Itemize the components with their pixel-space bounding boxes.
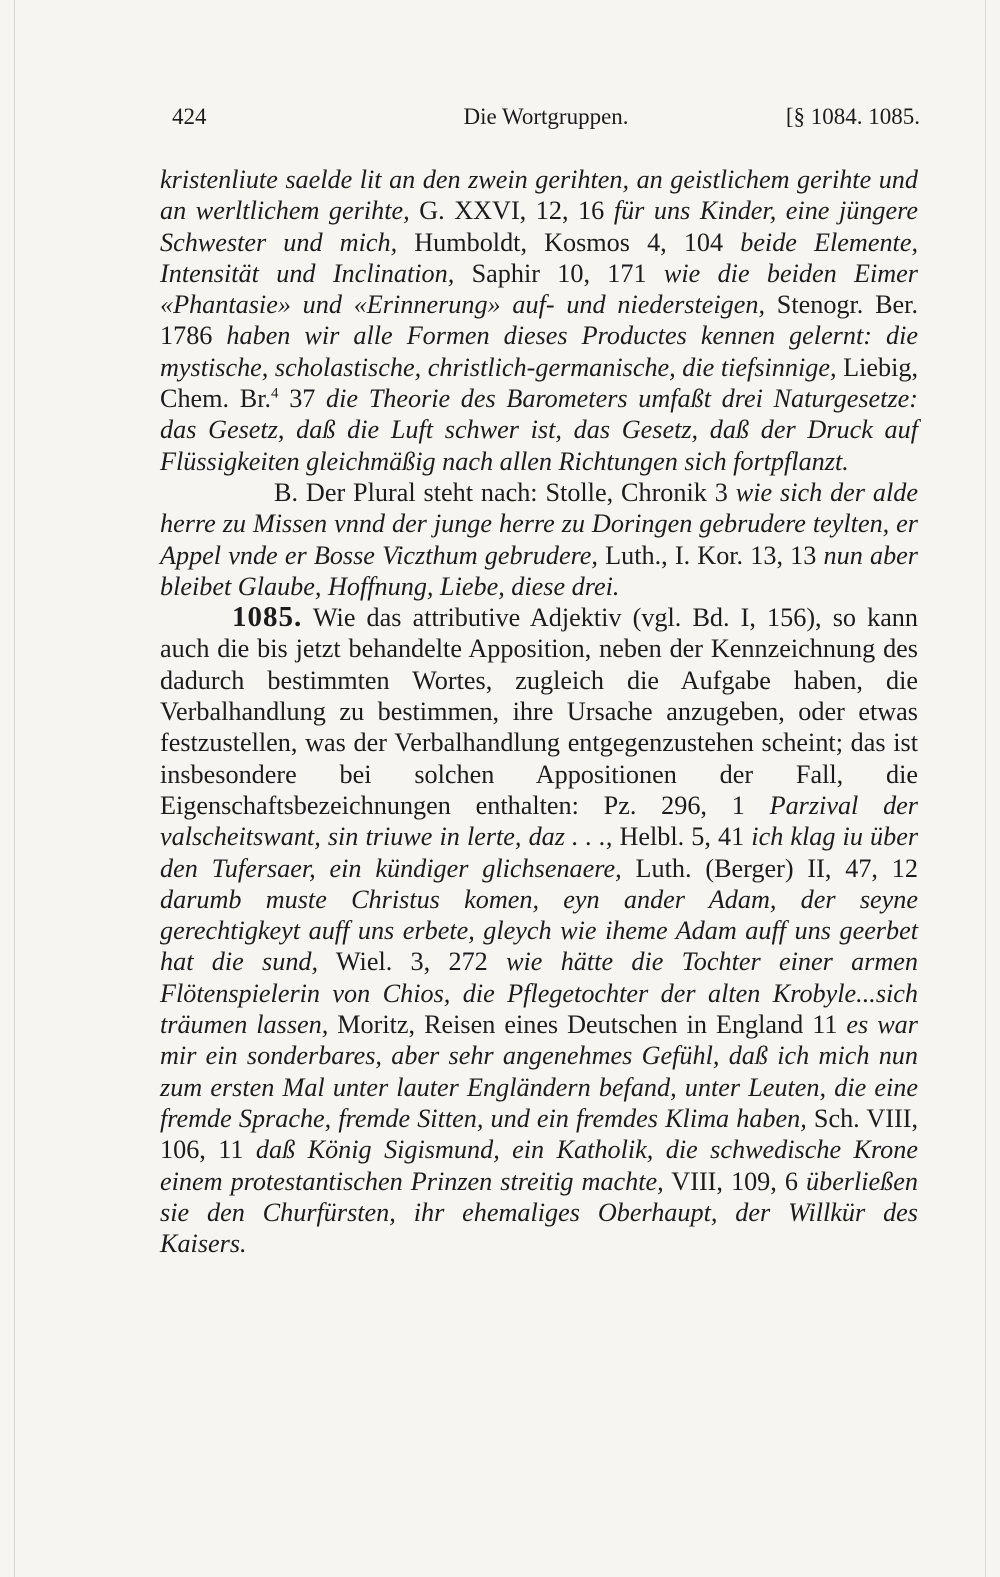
quote: kristenliute saelde lit an den zwein gerihten, an geistlichem gerihte und an werltlichem gerihte, <box>160 165 918 226</box>
page-edge-left <box>14 0 15 1577</box>
running-head <box>172 104 920 138</box>
paragraph-examples-singular <box>160 164 918 477</box>
quote: wie hätte die Tochter einer armen Flötenspielerin von Chios, die Pflegetochter der alten Krobyle...sich träumen lassen, <box>160 947 918 1040</box>
quote: die Theorie des Barometers umfaßt drei Naturgesetze: das Gesetz, daß die Luft schwer ist, das Gesetz, daß der Druck auf Flüssigkeiten gleichmäßig nach allen Richtungen sich fortpflanzt. <box>160 384 918 476</box>
paragraph-plural <box>160 477 918 602</box>
section-reference: [§ 1084. 1085. <box>785 104 920 129</box>
quote: haben wir alle Formen dieses Productes kennen gelernt: die mystische, scholastische, christlich-germanische, die tiefsinnige, <box>160 321 918 382</box>
quote: darumb muste Christus komen, eyn ander Adam, der seyne gerechtigkeyt auff uns erbete, gleych wie iheme Adam auff uns geerbet hat die sund, <box>160 884 918 977</box>
citation: Stenogr. Ber. 1786 <box>160 290 919 351</box>
citation: 37 <box>278 384 327 414</box>
page-number: 424 <box>172 104 207 129</box>
section-number: 1085. <box>232 601 303 634</box>
quote: Parzival der valscheitswant, sin triuwe in lerte, daz . . ., <box>160 790 918 852</box>
citation: G. XXVI, 12, 16 <box>409 196 614 226</box>
citation: VIII, 109, 6 <box>663 1166 806 1196</box>
quote: überließen sie den Churfürsten, ihr ehemaliges Oberhaupt, der Willkür des Kaisers. <box>160 1166 918 1259</box>
citation: B. Der Plural steht nach: Stolle, Chronik 3 <box>274 477 736 507</box>
citation: Liebig, Chem. Br. <box>160 352 919 414</box>
page-title: Die Wortgruppen. <box>463 104 629 129</box>
citation: Sch. VIII, 106, 11 <box>160 1103 918 1165</box>
citation: Helbl. 5, 41 <box>612 822 752 852</box>
quote: wie sich der alde herre zu Missen vnnd der junge herre zu Doringen gebrudere teylten, er Appel vnde er Bosse Viczthum gebrudere, <box>160 477 918 570</box>
body-text <box>160 164 918 1259</box>
citation: Moritz, Reisen eines Deutschen in England 11 <box>328 1010 847 1040</box>
citation: Saphir 10, 171 <box>454 258 664 288</box>
footnote-ref: 4 <box>271 385 279 402</box>
body-sentence: Wie das attributive Adjektiv (vgl. Bd. I, 156), so kann auch die bis jetzt behandelte Apposition, neben der Kennzeichnung des dadurch bestimmten Wortes, zugleich die Aufgabe haben, die Verbalhandlung zu bestimmen, ihre Ursache anzugeben, oder etwas festzustellen, was der Verbalhandlung entgegenzustehen scheint; das ist insbesondere bei solchen Appositionen der Fall, die Eigenschaftsbezeichnungen enthalten: Pz. 296, 1 <box>160 603 918 820</box>
citation: Luth. (Berger) II, 47, 12 <box>621 853 918 883</box>
quote: für uns Kinder, eine jüngere Schwester und mich, <box>160 196 918 257</box>
page-edge-right <box>985 0 986 1577</box>
quote: nun aber bleibet Glaube, Hoffnung, Liebe, diese drei. <box>160 540 918 601</box>
citation: Wiel. 3, 272 <box>318 947 507 977</box>
paragraph-section-1085 <box>160 602 918 1259</box>
quote: es war mir ein sonderbares, aber sehr angenehmes Gefühl, daß ich mich nun zum ersten Mal unter lauter Engländern befand, unter Leuten, die eine fremde Sprache, fremde Sitten, und ein fremdes Klima haben, <box>160 1010 918 1133</box>
quote: beide Elemente, Intensität und Inclination, <box>160 227 919 288</box>
citation: Luth., I. Kor. 13, 13 <box>597 540 824 570</box>
citation: Humboldt, Kosmos 4, 104 <box>397 227 741 257</box>
quote: daß König Sigismund, ein Katholik, die schwedische Krone einem protestantischen Prinzen streitig machte, <box>160 1135 918 1196</box>
quote: ich klag iu über den Tufersaer, ein kündiger glichsenaere, <box>160 822 919 883</box>
quote: wie die beiden Eimer «Phantasie» und «Erinnerung» auf- und niedersteigen, <box>160 258 918 320</box>
